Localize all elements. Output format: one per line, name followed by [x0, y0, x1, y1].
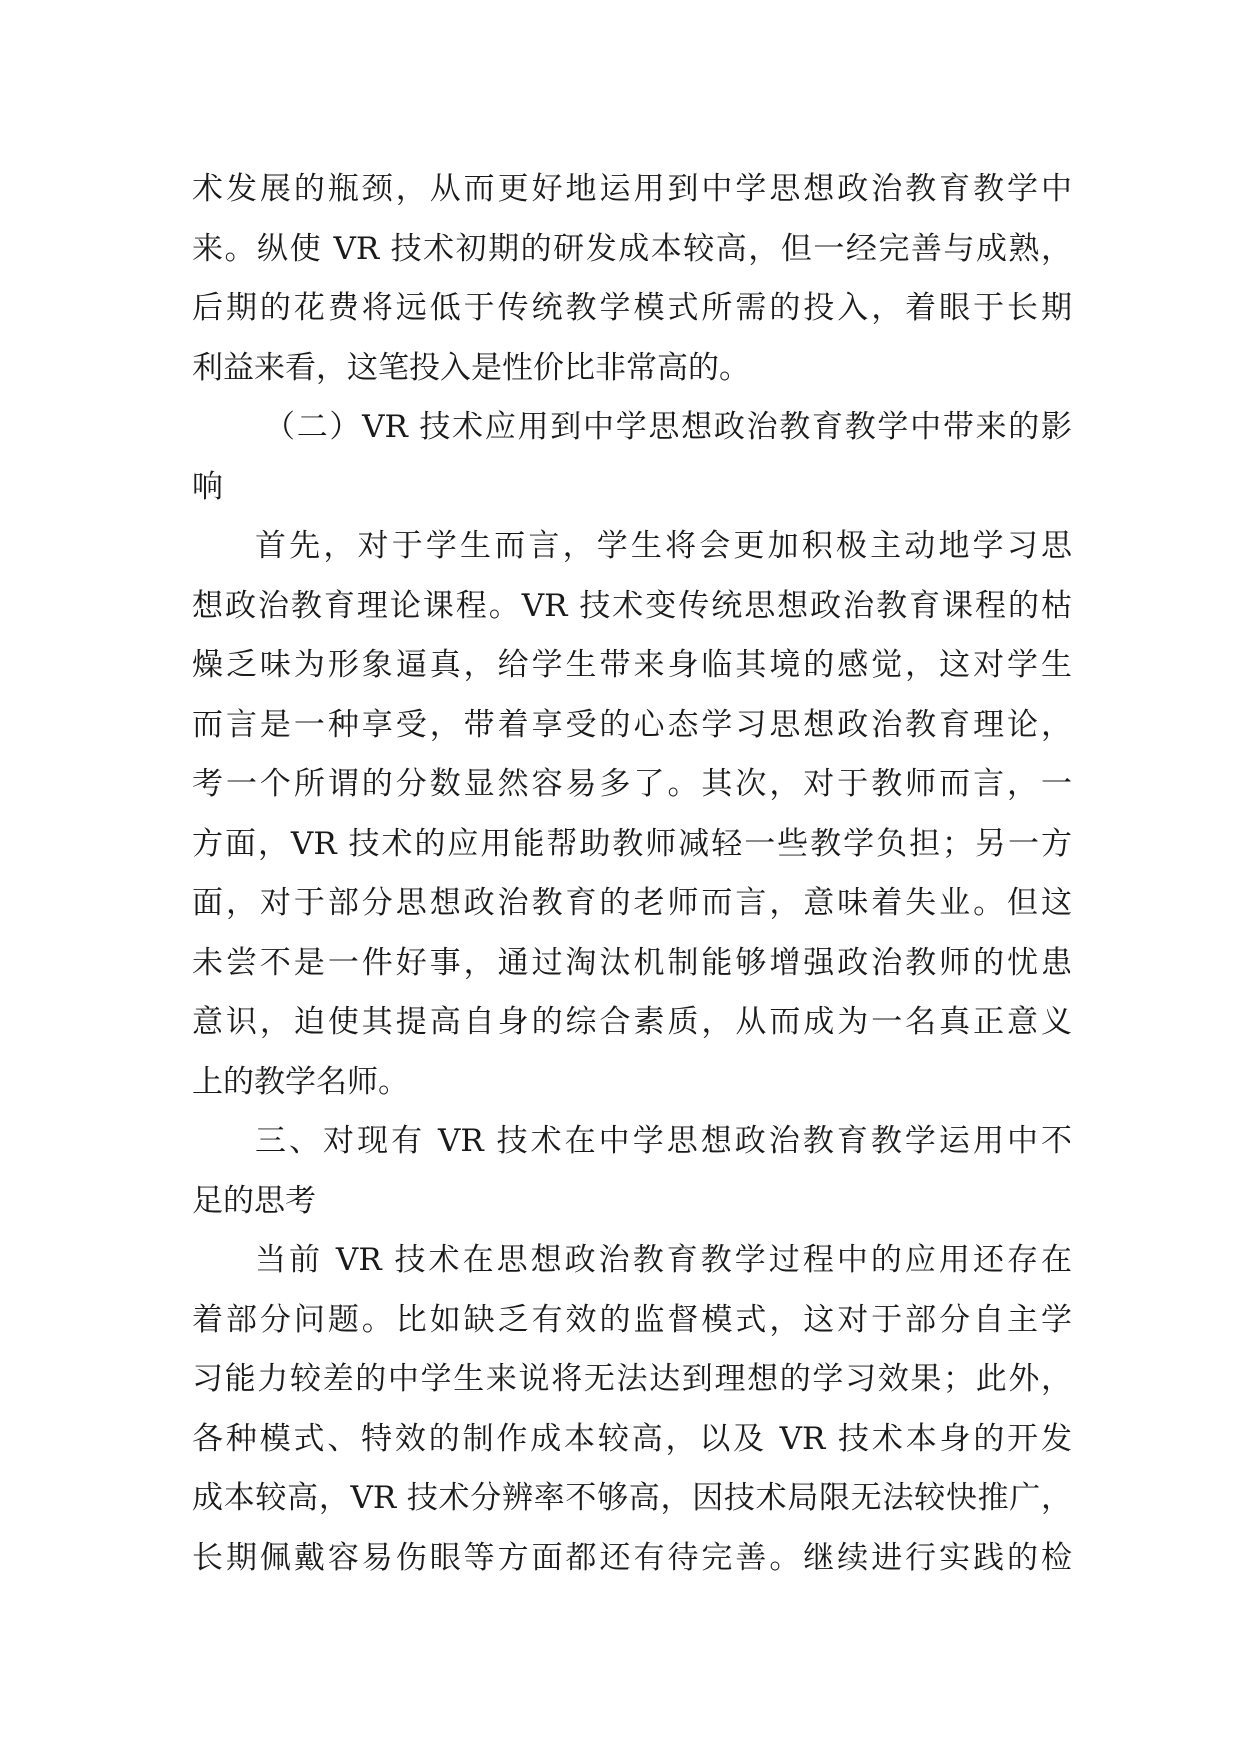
text-line: 后期的花费将远低于传统教学模式所需的投入，着眼于长期 [192, 290, 1072, 326]
text-line: 当前 VR 技术在思想政治教育教学过程中的应用还存在 [255, 1242, 1072, 1278]
text-line: 燥乏味为形象逼真，给学生带来身临其境的感觉，这对学生 [192, 647, 1072, 683]
heading-line: 响 [192, 468, 223, 505]
paragraph-3 [192, 1231, 1072, 1588]
section-heading-2 [192, 398, 1072, 517]
text-line: 术发展的瓶颈，从而更好地运用到中学思想政治教育教学中 [192, 171, 1072, 207]
text-line: 成本较高，VR 技术分辨率不够高，因技术局限无法较快推广， [192, 1480, 1072, 1516]
text-line: 上的教学名师。 [192, 1063, 409, 1100]
text-line: 意识，迫使其提高自身的综合素质，从而成为一名真正意义 [192, 1004, 1072, 1040]
text-line: 利益来看，这笔投入是性价比非常高的。 [192, 349, 750, 386]
text-line: 想政治教育理论课程。VR 技术变传统思想政治教育课程的枯 [192, 587, 1072, 624]
text-line: 着部分问题。比如缺乏有效的监督模式，这对于部分自主学 [192, 1301, 1072, 1338]
heading-line: （二）VR 技术应用到中学思想政治教育教学中带来的影 [264, 409, 1072, 445]
text-line: 长期佩戴容易伤眼等方面都还有待完善。继续进行实践的检 [192, 1539, 1072, 1576]
text-line: 首先，对于学生而言，学生将会更加积极主动地学习思 [255, 528, 1072, 564]
section-heading-3 [192, 1112, 1072, 1231]
text-line: 而言是一种享受，带着享受的心态学习思想政治教育理论， [192, 706, 1072, 743]
paragraph-2 [192, 517, 1072, 1112]
text-line: 来。纵使 VR 技术初期的研发成本较高，但一经完善与成熟， [192, 230, 1072, 267]
text-line: 方面，VR 技术的应用能帮助教师减轻一些教学负担；另一方 [192, 825, 1072, 862]
text-line: 习能力较差的中学生来说将无法达到理想的学习效果；此外， [192, 1361, 1072, 1397]
paragraph-1 [192, 160, 1072, 398]
text-line: 未尝不是一件好事，通过淘汰机制能够增强政治教师的忧患 [192, 944, 1072, 981]
heading-line: 三、对现有 VR 技术在中学思想政治教育教学运用中不 [255, 1123, 1072, 1159]
text-line: 各种模式、特效的制作成本较高，以及 VR 技术本身的开发 [192, 1420, 1072, 1457]
document-body [192, 160, 1072, 1588]
text-line: 考一个所谓的分数显然容易多了。其次，对于教师而言，一 [192, 766, 1072, 802]
text-line: 面，对于部分思想政治教育的老师而言，意味着失业。但这 [192, 885, 1072, 921]
heading-line: 足的思考 [192, 1182, 316, 1219]
